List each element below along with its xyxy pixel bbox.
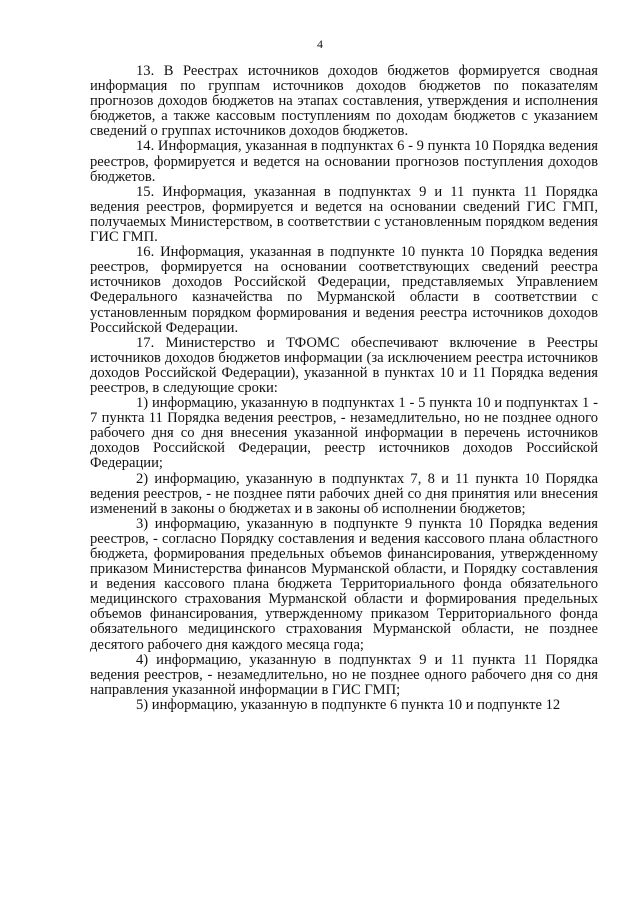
subparagraph-1: 1) информацию, указанную в подпунктах 1 - 5 пункта 10 и подпунктах 1 - 7 пункта 11 Порядка ведения реестров, - незамедлительно, но не позднее одного рабочего дня со дня внесения указанной информации в перечень источников доходов Российской Федерации, реестр источников доходов Российской Федерации; xyxy=(90,395,598,472)
paragraph-15: 15. Информация, указанная в подпунктах 9 и 11 пункта 11 Порядка ведения реестров, формируется и ведется на основании сведений ГИС ГМП, получаемых Министерством, в соответствии с установленным порядком ведения ГИС ГМП. xyxy=(90,183,598,246)
paragraph-13: 13. В Реестрах источников доходов бюджетов формируется сводная информация по группам источников доходов бюджетов по показателям прогнозов доходов бюджетов на этапах составления, утверждения и исполнения бюджетов, а также кассовым поступлениям по доходам бюджетов с указанием сведений о группах источников доходов бюджетов. xyxy=(90,63,598,140)
subparagraph-4: 4) информацию, указанную в подпунктах 9 и 11 пункта 11 Порядка ведения реестров, - незамедлительно, но не позднее одного рабочего дня со дня направления указанной информации в ГИС ГМП; xyxy=(90,651,598,698)
paragraph-17: 17. Министерство и ТФОМС обеспечивают включение в Реестры источников доходов бюджетов информации (за исключением реестра источников доходов Российской Федерации), указанной в пунктах 10 и 11 Порядка ведения реестров, в следующие сроки: xyxy=(90,334,598,396)
subparagraph-2: 2) информацию, указанную в подпунктах 7, 8 и 11 пункта 10 Порядка ведения реестров, - не позднее пяти рабочих дней со дня принятия или внесения изменений в законы о бюджетах и в законы об исполнении бюджетов; xyxy=(90,470,598,517)
subparagraph-5: 5) информацию, указанную в подпункте 6 пункта 10 и подпункте 12 xyxy=(136,696,561,713)
paragraph-16: 16. Информация, указанная в подпункте 10 пункта 10 Порядка ведения реестров, формируется на основании соответствующих сведений реестра источников доходов Российской Федерации, представляемых Управлением Федерального казначейства по Мурманской области в соответствии с установленным порядком формирования и ведения реестра источников доходов Российской Федерации. xyxy=(90,244,598,336)
page-number: 4 xyxy=(317,37,323,51)
document-body xyxy=(90,64,598,713)
paragraph-14: 14. Информация, указанная в подпунктах 6 - 9 пункта 10 Порядка ведения реестров, формируется и ведется на основании прогнозов поступления доходов бюджетов. xyxy=(90,138,598,185)
subparagraph-3: 3) информацию, указанную в подпункте 9 пункта 10 Порядка ведения реестров, - согласно Порядку составления и ведения кассового плана областного бюджета, формирования предельных объемов финансирования, утвержденному приказом Министерства финансов Мурманской области, и Порядку составления и ведения кассового плана бюджета Территориального фонда обязательного медицинского страхования Мурманской области и формирования предельных объемов финансирования, утвержденному приказом Территориального фонда обязательного медицинского страхования Мурманской области, не позднее десятого рабочего дня каждого месяца года; xyxy=(90,515,598,653)
